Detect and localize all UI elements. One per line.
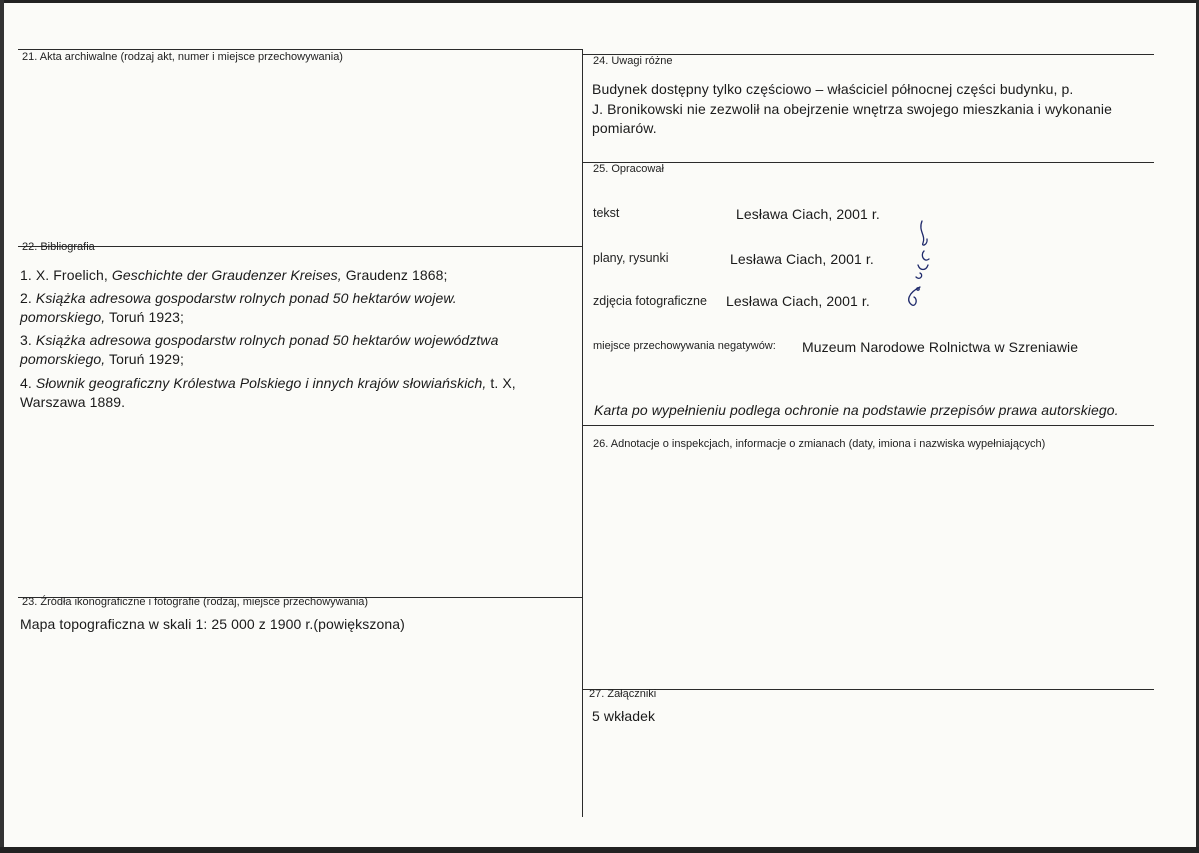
- section-25-rule: [582, 162, 1154, 163]
- copyright-notice: Karta po wypełnieniu podlega ochronie na podstawie przepisów prawa autorskiego.: [594, 402, 1119, 418]
- bibliography-line: [20, 288, 457, 309]
- iconography-text: Mapa topograficzna w skali 1: 25 000 z 1900 r.(powiększona): [20, 616, 405, 632]
- author-row-value: Lesława Ciach, 2001 r.: [736, 206, 880, 222]
- remarks-line: pomiarów.: [592, 120, 657, 136]
- section-21-label: 21. Akta archiwalne (rodzaj akt, numer i miejsce przechowywania): [22, 51, 343, 63]
- bibliography-line: [20, 265, 448, 286]
- section-26-label: 26. Adnotacje o inspekcjach, informacje o zmianach (daty, imiona i nazwiska wypełniających): [593, 438, 1046, 450]
- bib-title: Słownik geograficzny Królestwa Polskiego i innych krajów słowiańskich,: [35, 375, 487, 391]
- column-divider: [582, 49, 583, 817]
- bib-number: 1. X. Froelich,: [20, 267, 112, 283]
- bib-title: Geschichte der Graudenzer Kreises,: [111, 267, 342, 283]
- remarks-line: J. Bronikowski nie zezwolił na obejrzenie wnętrza swojego mieszkania i wykonanie: [592, 101, 1113, 117]
- section-22-rule: [18, 246, 582, 247]
- section-24-label: 24. Uwagi różne: [593, 55, 673, 67]
- author-row-key: zdjęcia fotograficzne: [593, 294, 707, 308]
- bibliography-line: [20, 349, 184, 370]
- bib-details: Toruń 1923;: [105, 309, 185, 325]
- bibliography-line: [20, 392, 125, 413]
- bib-number: 2.: [20, 290, 36, 306]
- bib-title: Książka adresowa gospodarstw rolnych ponad 50 hektarów wojew.: [35, 290, 457, 306]
- scan-edge-top: [0, 0, 1199, 3]
- bib-title: Książka adresowa gospodarstw rolnych ponad 50 hektarów województwa: [35, 332, 499, 348]
- author-row-key: tekst: [593, 206, 620, 220]
- bib-number: 3.: [20, 332, 36, 348]
- bibliography-line: [20, 330, 499, 351]
- section-25-label: 25. Opracował: [593, 163, 664, 175]
- negatives-value: Muzeum Narodowe Rolnictwa w Szreniawie: [802, 339, 1079, 355]
- negatives-key: miejsce przechowywania negatywów:: [593, 340, 776, 352]
- remarks-line: Budynek dostępny tylko częściowo – właściciel północnej części budynku, p.: [592, 81, 1074, 97]
- bib-details: t. X,: [486, 375, 516, 391]
- section-21-rule: [18, 49, 582, 50]
- section-27-label: 27. Załączniki: [589, 688, 657, 700]
- author-row-key: plany, rysunki: [593, 251, 669, 265]
- author-row-value: Lesława Ciach, 2001 r.: [726, 293, 870, 309]
- handwritten-signature: [894, 215, 954, 315]
- scan-edge-bottom: [0, 847, 1199, 853]
- section-26-rule: [582, 425, 1154, 426]
- bib-number: Warszawa 1889.: [20, 394, 126, 410]
- section-23-label: 23. Źródła ikonograficzne i fotografie (rodzaj, miejsce przechowywania): [22, 596, 369, 608]
- bib-details: Toruń 1929;: [105, 351, 185, 367]
- bibliography-line: [20, 373, 516, 394]
- bibliography-line: [20, 307, 184, 328]
- section-22-label: 22. Bibliografia: [22, 241, 95, 253]
- bib-details: Graudenz 1868;: [341, 267, 448, 283]
- attachments-text: 5 wkładek: [592, 708, 656, 724]
- bib-number: 4.: [20, 375, 36, 391]
- bib-title: pomorskiego,: [20, 309, 106, 325]
- scan-edge-left: [0, 0, 4, 853]
- section-27-rule: [582, 689, 1154, 690]
- bib-title: pomorskiego,: [20, 351, 106, 367]
- author-row-value: Lesława Ciach, 2001 r.: [730, 251, 874, 267]
